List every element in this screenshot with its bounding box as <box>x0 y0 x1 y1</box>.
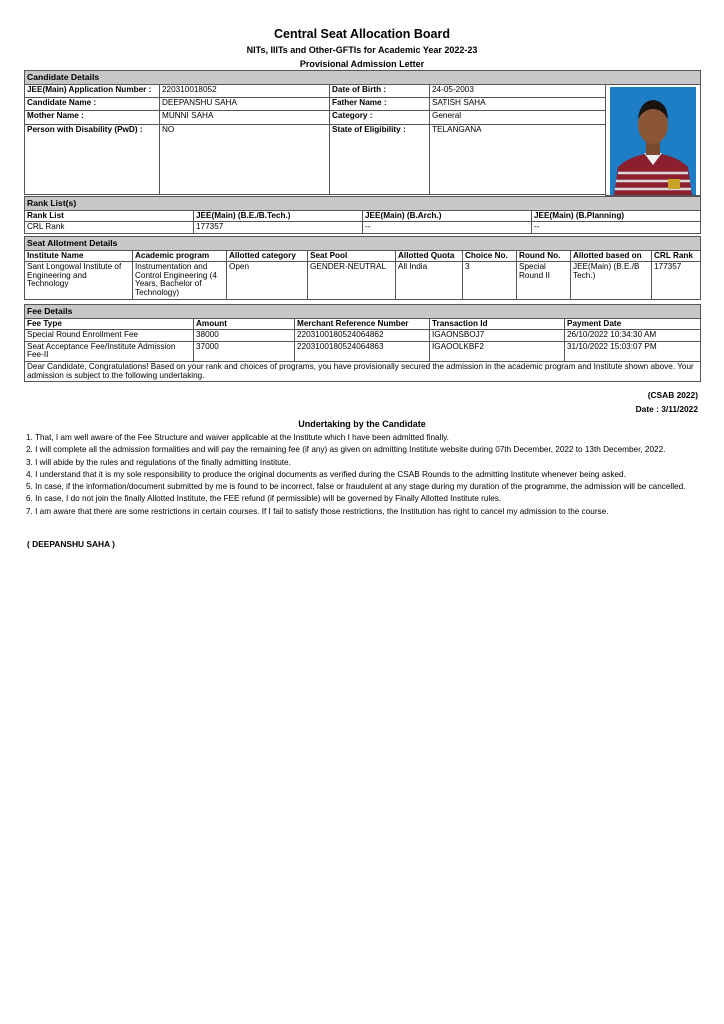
fee-header-cell: Payment Date <box>565 318 701 330</box>
seat-header-cell: Round No. <box>517 250 571 262</box>
fee-cell: 37000 <box>194 341 295 361</box>
fee-cell: IGAOOLKBF2 <box>430 341 565 361</box>
fee-header-cell: Merchant Reference Number <box>295 318 430 330</box>
seat-cell: Instrumentation and Control Engineering (4 Years, Bachelor of Technology) <box>133 262 227 300</box>
issue-date: Date : 3/11/2022 <box>635 404 698 414</box>
photo-cell <box>606 84 701 195</box>
fee-section-title: Fee Details <box>25 305 701 319</box>
undertaking-list <box>26 433 702 519</box>
app-no-value: 220310018052 <box>160 84 330 97</box>
rank-cell: -- <box>363 222 532 234</box>
seat-header-cell: Academic program <box>133 250 227 262</box>
category-label: Category : <box>330 111 430 124</box>
fee-header-cell: Transaction Id <box>430 318 565 330</box>
list-item: 1. That, I am well aware of the Fee Structure and waiver applicable at the Institute which I have been admitted finally. <box>26 433 449 442</box>
seat-header-cell: Allotted category <box>227 250 308 262</box>
list-item: 2. I will complete all the admission formalities and will pay the remaining fee (if any) as given on admitting Institute website during 07th December, 2022 to 13th December, 2022. <box>26 445 666 455</box>
seat-cell: 177357 <box>652 262 701 300</box>
list-item: 6. In case, I do not join the finally Allotted Institute, the FEE refund (if permissible) will be governed by Finally Allotted Institute rules. <box>26 494 502 504</box>
rank-header-cell: JEE(Main) (B.Planning) <box>532 210 701 222</box>
dob-value: 24-05-2003 <box>430 84 606 97</box>
state-value: TELANGANA <box>430 124 606 194</box>
seat-section-title: Seat Allotment Details <box>25 237 701 251</box>
seat-cell: Open <box>227 262 308 300</box>
seat-allotment-table <box>24 236 701 300</box>
letter-type: Provisional Admission Letter <box>299 59 425 69</box>
seat-cell: JEE(Main) (B.E./B Tech.) <box>571 262 652 300</box>
rank-header-cell: JEE(Main) (B.E./B.Tech.) <box>194 210 363 222</box>
pwd-value: NO <box>160 124 330 194</box>
rank-cell: 177357 <box>194 222 363 234</box>
seat-header-cell: Choice No. <box>463 250 517 262</box>
candidate-section-title: Candidate Details <box>25 71 701 85</box>
rank-header-cell: JEE(Main) (B.Arch.) <box>363 210 532 222</box>
seat-header-cell: Seat Pool <box>308 250 396 262</box>
rank-header-cell: Rank List <box>25 210 194 222</box>
fee-cell: IGAONSBOJ7 <box>430 330 565 342</box>
candidate-details-table <box>24 70 701 196</box>
table-row <box>25 341 701 361</box>
rank-list-table <box>24 196 701 234</box>
rank-cell: CRL Rank <box>25 222 194 234</box>
dob-label: Date of Birth : <box>330 84 430 97</box>
seat-header-cell: Allotted Quota <box>396 250 463 262</box>
mother-name-value: MUNNI SAHA <box>160 111 330 124</box>
candidate-name-label: Candidate Name : <box>25 98 160 111</box>
fee-cell: Seat Acceptance Fee/Institute Admission Fee-II <box>25 341 194 361</box>
list-item: 7. I am aware that there are some restrictions in certain courses. If I fail to satisfy those restrictions, the Institution has right to cancel my admission to the course. <box>26 506 609 516</box>
table-row <box>25 330 701 342</box>
congratulations-message: Dear Candidate, Congratulations! Based on your rank and choices of programs, you have provisionally secured the admission in the academic program and Institute shown above. Your admission is subject to the following undertaking. <box>25 361 701 381</box>
board-subtitle: NITs, IIITs and Other-GFTIs for Academic Year 2022-23 <box>246 45 478 55</box>
undertaking-title: Undertaking by the Candidate <box>298 419 426 429</box>
candidate-signature: ( DEEPANSHU SAHA ) <box>27 539 115 549</box>
fee-cell: 26/10/2022 10:34:30 AM <box>565 330 701 342</box>
list-item: 5. In case, if the information/document submitted by me is found to be incorrect, false or fraudulent at any stage during my duration of the programme, the admission will be cancelled. <box>26 482 686 492</box>
fee-details-table <box>24 304 701 382</box>
app-no-label: JEE(Main) Application Number : <box>25 84 160 97</box>
seat-cell: GENDER-NEUTRAL <box>308 262 396 300</box>
rank-section-title: Rank List(s) <box>25 197 701 211</box>
seat-cell: All India <box>396 262 463 300</box>
candidate-photo-image <box>610 87 696 195</box>
state-label: State of Eligibility : <box>330 124 430 194</box>
category-value: General <box>430 111 606 124</box>
seat-header-cell: Institute Name <box>25 250 133 262</box>
candidate-name-value: DEEPANSHU SAHA <box>160 98 330 111</box>
mother-name-label: Mother Name : <box>25 111 160 124</box>
fee-header-cell: Amount <box>194 318 295 330</box>
candidate-photo <box>610 87 696 195</box>
fee-cell: 31/10/2022 15:03:07 PM <box>565 341 701 361</box>
list-item: 3. I will abide by the rules and regulations of the finally admitting Institute. <box>26 457 291 467</box>
rank-cell: -- <box>532 222 701 234</box>
fee-cell: Special Round Enrollment Fee <box>25 330 194 342</box>
fee-cell: 38000 <box>194 330 295 342</box>
seat-cell: 3 <box>463 262 517 300</box>
seat-cell: Sant Longowal Institute of Engineering and Technology <box>25 262 133 300</box>
father-name-label: Father Name : <box>330 98 430 111</box>
seat-header-cell: Allotted based on <box>571 250 652 262</box>
fee-cell: 2203100180524064863 <box>295 341 430 361</box>
list-item: 4. I understand that it is my sole responsibility to produce the original documents as verified during the CSAB Rounds to the admitting Institute whenever being asked. <box>26 469 626 479</box>
pwd-label: Person with Disability (PwD) : <box>25 124 160 194</box>
csab-tag: (CSAB 2022) <box>647 390 698 400</box>
board-title: Central Seat Allocation Board <box>274 27 450 41</box>
father-name-value: SATISH SAHA <box>430 98 606 111</box>
fee-cell: 2203100180524064862 <box>295 330 430 342</box>
seat-cell: Special Round II <box>517 262 571 300</box>
fee-header-cell: Fee Type <box>25 318 194 330</box>
seat-header-cell: CRL Rank <box>652 250 701 262</box>
